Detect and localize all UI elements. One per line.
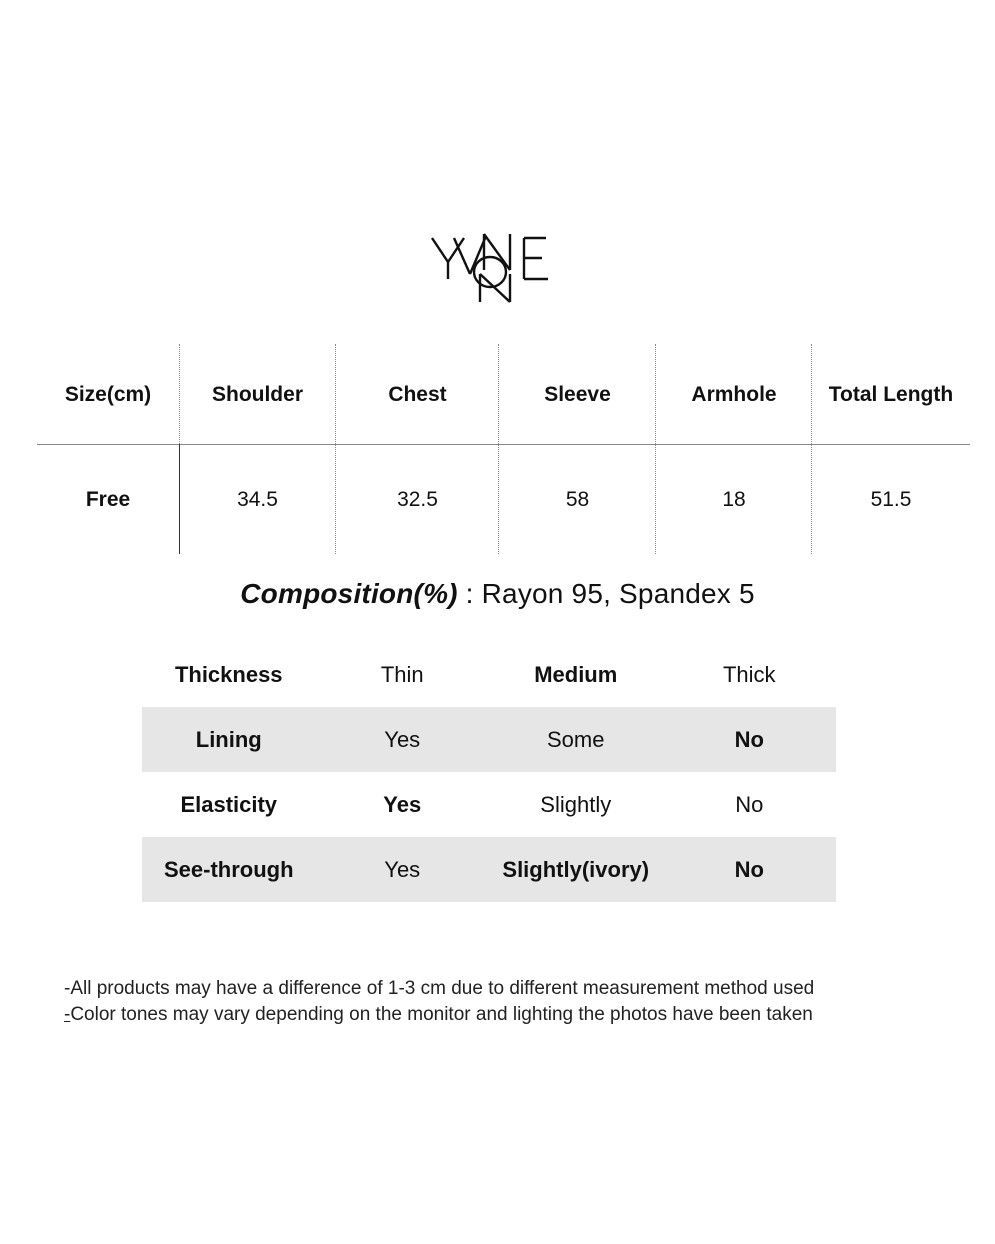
column-divider: [179, 344, 180, 444]
lining-option-no: No: [734, 726, 764, 752]
composition-label: Composition(%): [240, 578, 458, 609]
thickness-label: Thickness: [174, 661, 283, 687]
disclaimer-notes: [64, 976, 814, 1028]
sleeve-header: Sleeve: [544, 383, 611, 406]
thickness-option-thick: Thick: [722, 661, 776, 687]
note-dash: -: [64, 1004, 71, 1025]
elasticity-label: Elasticity: [180, 791, 278, 817]
size-value: Free: [85, 488, 131, 511]
thickness-option-thin: Thin: [380, 661, 424, 687]
see-through-row: [142, 837, 836, 902]
thickness-row: [142, 642, 836, 707]
size-table: [37, 344, 970, 554]
chest-header: Chest: [388, 383, 447, 406]
total-length-value: 51.5: [870, 488, 912, 511]
armhole-value: 18: [722, 488, 746, 511]
see-through-option-yes: Yes: [384, 856, 421, 882]
thickness-option-medium: Medium: [534, 661, 618, 687]
armhole-header: Armhole: [691, 383, 777, 406]
see-through-option-slightly-line1: Slightly: [502, 856, 582, 882]
composition-line: [0, 578, 995, 610]
note-color-tone-text: Color tones may vary depending on the monitor and lighting the photos have been taken: [70, 1004, 813, 1025]
shoulder-header: Shoulder: [211, 383, 303, 406]
elasticity-option-no: No: [735, 791, 764, 817]
see-through-label: See-through: [163, 856, 294, 882]
fabric-properties-table: [142, 642, 836, 902]
note-measurement: -All products may have a difference of 1-3 cm due to different measurement method used: [64, 978, 815, 999]
elasticity-row: [142, 772, 836, 837]
note-color-tone: [64, 1002, 814, 1028]
composition-separator: :: [457, 578, 482, 609]
elasticity-option-yes: Yes: [383, 791, 422, 817]
header-divider: [37, 444, 970, 445]
chest-value: 32.5: [397, 488, 438, 511]
lining-row: [142, 707, 836, 772]
see-through-option-slightly-line2: (ivory): [581, 856, 650, 882]
lining-label: Lining: [195, 726, 262, 752]
size-header: Size(cm): [64, 383, 152, 406]
brand-monogram-logo: [420, 222, 560, 308]
lining-option-some: Some: [547, 726, 605, 752]
brand-logo: [420, 222, 560, 308]
sleeve-value: 58: [565, 488, 590, 511]
see-through-option-no: No: [734, 856, 764, 882]
see-through-option-slightly-ivory: [489, 837, 663, 902]
total-length-header: Total Length: [828, 383, 954, 406]
composition-value: Rayon 95, Spandex 5: [481, 578, 755, 609]
shoulder-value: 34.5: [237, 488, 278, 511]
elasticity-option-slightly: Slightly: [540, 791, 612, 817]
lining-option-yes: Yes: [384, 726, 421, 752]
